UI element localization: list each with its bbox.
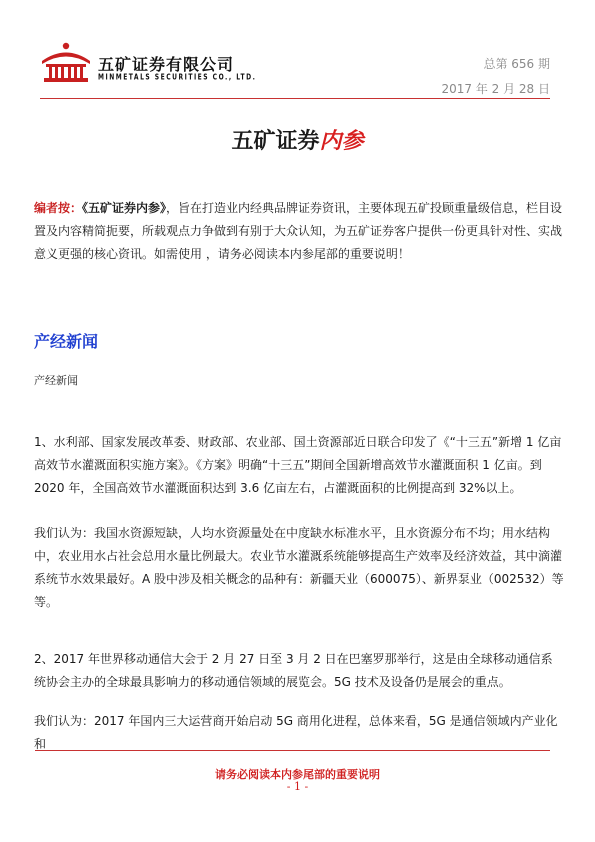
issue-number: 总第 656 期 (483, 57, 550, 71)
publication-title (0, 124, 595, 155)
news-item-1-comment: 我们认为：我国水资源短缺，人均水资源量处在中度缺水标准水平，且水资源分布不均；用水结构中，农业用水占社会总用水量比例最大。农业节水灌溉系统能够提高生产效率及经济效益，其中滴灌系统节水效果最好。A 股中涉及相关概念的品种有：新疆天业（600075）、新界泵业（002532）等等。 (34, 526, 564, 609)
footer-divider (35, 750, 550, 751)
editor-note-text: ，旨在打造业内经典品牌证券资讯，主要体现五矿投顾重量级信息，栏目设置及内容精简扼要，所载观点力争做到有别于大众认知，为五矿证券客户提供一份更具针对性、实战意义更强的核心资讯。如需使用 ，请务必阅读本内参尾部的重要说明！ (34, 201, 563, 261)
editor-note (34, 197, 564, 266)
header-divider (40, 98, 550, 99)
news-item-1: 1、水利部、国家发展改革委、财政部、农业部、国土资源部近日联合印发了《“十三五”新增 1 亿亩高效节水灌溉面积实施方案》。《方案》明确“十三五”期间全国新增高效节水灌溉面积 1 亿亩。到 2020 年，全国高效节水灌溉面积达到 3.6 亿亩左右，占灌溉面积的比例提高到 32%以上。 (34, 435, 562, 495)
section-title: 产经新闻 (34, 332, 99, 351)
minmetals-logo-icon (40, 40, 92, 84)
company-name-english: MINMETALS SECURITIES CO., LTD. (98, 73, 257, 83)
section-subheading: 产经新闻 (34, 374, 78, 387)
page-number: - 1 - (286, 780, 309, 793)
editor-note-publication: 《五矿证券内参》 (82, 201, 167, 215)
publication-title-accent: 内参 (319, 129, 364, 154)
news-item-2-comment: 我们认为：2017 年国内三大运营商开始启动 5G 商用化进程，总体来看，5G 是通信领域内产业化和 (34, 714, 558, 751)
footer-disclaimer-note: 请务必阅读本内参尾部的重要说明 (215, 768, 380, 781)
editor-note-lead: 编者按： (34, 201, 83, 215)
publication-title-main: 五矿证券 (231, 129, 320, 154)
issue-date: 2017 年 2 月 28 日 (441, 82, 550, 96)
company-name: 五矿证券有限公司 (98, 55, 235, 74)
news-item-2: 2、2017 年世界移动通信大会于 2 月 27 日至 3 月 2 日在巴塞罗那举行，这是由全球移动通信系统协会主办的全球最具影响力的移动通信领域的展览会。5G 技术及设备仍是展会的重点。 (34, 652, 553, 689)
